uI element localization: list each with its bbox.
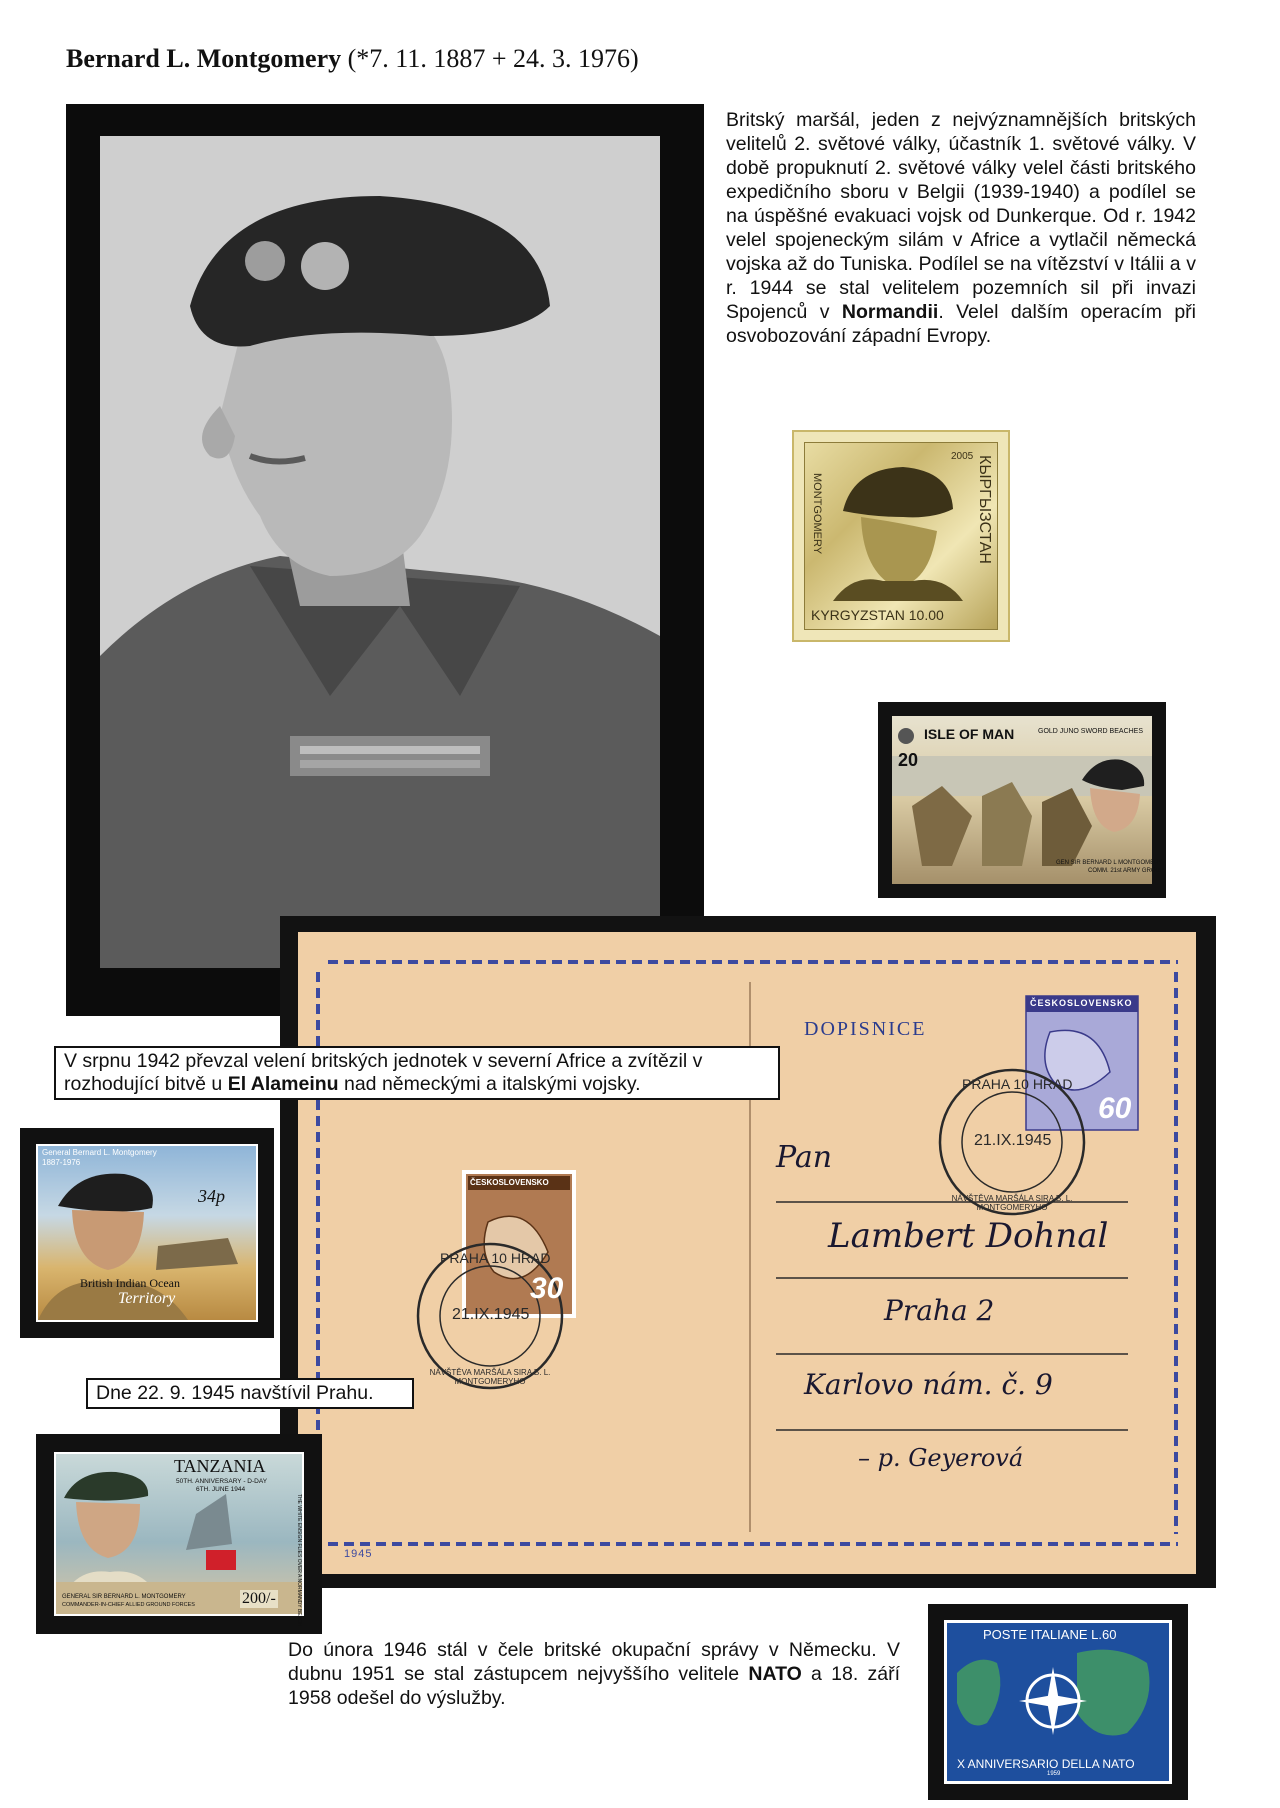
- postmark-top-2: PRAHA 10 HRAD: [440, 1250, 551, 1266]
- postmark-top-1: PRAHA 10 HRAD: [962, 1076, 1073, 1092]
- biot-country2: Territory: [118, 1290, 176, 1307]
- nato-bottom: X ANNIVERSARIO DELLA NATO: [957, 1757, 1135, 1771]
- biot-header1: General Bernard L. Montgomery: [42, 1148, 157, 1157]
- nato-top: POSTE ITALIANE L.60: [983, 1627, 1117, 1642]
- alamein-bold: El Alameinu: [227, 1073, 339, 1095]
- tanzania-country: TANZANIA: [174, 1456, 266, 1476]
- nato-frame: [928, 1604, 1188, 1800]
- isle-of-man-caption2: COMM. 21st ARMY GROUP: [1088, 868, 1164, 874]
- isle-of-man-country: ISLE OF MAN: [924, 726, 1015, 742]
- alamein-part1: V srpnu 1942 převzal velení britských jednotek v severní Africe a zvítězil v rozhodující bitvě u: [64, 1050, 703, 1095]
- kyrgyzstan-stamp-inner: [804, 442, 998, 630]
- address-street: Karlovo nám. č. 9: [804, 1368, 1053, 1401]
- tanzania-frame: [36, 1434, 322, 1634]
- adhesive-stamp-country: ČESKOSLOVENSKO: [470, 1178, 549, 1187]
- postmark-bottom-1: NÁVŠTĚVA MARŠÁLA SIRA B. L. MONTGOMERYHO: [951, 1194, 1073, 1212]
- biot-frame: [20, 1128, 274, 1338]
- address-city: Praha 2: [884, 1294, 995, 1327]
- imprinted-stamp-value: 60: [1098, 1092, 1132, 1125]
- biot-stamp: [36, 1144, 258, 1322]
- intro-part2: . Velel dalším operacím při osvobozování západní Evropy.: [726, 301, 1197, 347]
- biot-value: 34p: [198, 1186, 225, 1206]
- postmark-date-1: 21.IX.1945: [974, 1132, 1052, 1149]
- isle-of-man-frame: [878, 702, 1166, 898]
- biot-country1: British Indian Ocean: [80, 1276, 180, 1290]
- tanzania-line1: 50TH. ANNIVERSARY - D-DAY: [176, 1478, 268, 1485]
- postcard-heading: DOPISNICE: [804, 1018, 927, 1040]
- intro-text: [726, 108, 1196, 348]
- portrait-photo: [100, 136, 660, 968]
- caption-el-alamein: [54, 1046, 780, 1100]
- outro-text: [288, 1638, 900, 1710]
- address-salutation: Pan: [776, 1140, 833, 1175]
- postmark-date-2: 21.IX.1945: [452, 1306, 530, 1323]
- isle-of-man-caption1: GEN SIR BERNARD L MONTGOMERY: [1056, 860, 1163, 866]
- title-dates: (*7. 11. 1887 + 24. 3. 1976): [347, 44, 639, 73]
- tanzania-side: THE WHITE ENSIGN FLIES OVER A NORMANDY BEACH: [296, 1494, 302, 1627]
- title-name: Bernard L. Montgomery: [66, 44, 342, 73]
- adhesive-stamp-value: 30: [530, 1272, 564, 1305]
- nato-stamp: [944, 1620, 1172, 1784]
- kyrgyzstan-year: 2005: [951, 451, 974, 462]
- isle-of-man-value: 20: [898, 750, 919, 770]
- address-care-of: – p. Geyerová: [858, 1444, 1024, 1472]
- postcard: [298, 932, 1196, 1574]
- postmark-bottom-2: NÁVŠTĚVA MARŠÁLA SIRA B. L. MONTGOMERYHO: [429, 1368, 551, 1386]
- tanzania-value: 200/-: [242, 1590, 276, 1607]
- address-name: Lambert Dohnal: [828, 1216, 1109, 1256]
- kyrgyzstan-left-text: MONTGOMERY: [811, 473, 823, 555]
- kyrgyzstan-bottom-text: KYRGYZSTAN 10.00: [811, 607, 944, 623]
- nato-year: 1959: [1047, 1771, 1061, 1777]
- isle-of-man-beaches: GOLD JUNO SWORD BEACHES: [1038, 728, 1144, 735]
- outro-part2: a 18. září 1958 odešel do výslužby.: [288, 1663, 900, 1709]
- tanzania-stamp: [54, 1452, 304, 1627]
- postcard-year: 1945: [344, 1548, 373, 1560]
- page-title: [66, 44, 639, 74]
- biot-header2: 1887-1976: [42, 1158, 81, 1167]
- intro-bold: Normandii: [841, 301, 939, 323]
- intro-part1: Britský maršál, jeden z nejvýznamnějších britských velitelů 2. světové války, účastník 1. světové války. V době propuknutí 2. světové války velel části britského expedičního sboru v Belgii (1939-1940) a podílel se na úspěšné evakuaci vojsk od Dunkerque. Od r. 1942 velel spojeneckým silám v Africe a vytlačil německá vojska až do Tuniska. Podílel se na vítězství v Itálii a v r. 1944 se stal velitelem pozemních sil při invazi Spojenců v: [726, 109, 1196, 323]
- kyrgyzstan-right-text: КЫРГЫЗСТАН: [976, 455, 993, 564]
- isle-of-man-stamp: [892, 716, 1164, 884]
- outro-bold: NATO: [748, 1663, 802, 1685]
- tanzania-cap2: COMMANDER-IN-CHIEF ALLIED GROUND FORCES: [62, 1602, 195, 1608]
- caption-prague: Dne 22. 9. 1945 navštívil Prahu.: [86, 1378, 414, 1409]
- tanzania-line2: 6TH. JUNE 1944: [196, 1486, 246, 1493]
- alamein-part2: nad německými a italskými vojsky.: [338, 1073, 641, 1095]
- tanzania-cap1: GENERAL SIR BERNARD L. MONTGOMERY: [62, 1594, 186, 1600]
- imprinted-stamp-country: ČESKOSLOVENSKO: [1030, 998, 1133, 1008]
- outro-part1: Do února 1946 stál v čele britské okupační správy v Německu. V dubnu 1951 se stal zástupcem nejvyššího velitele: [288, 1639, 900, 1685]
- kyrgyzstan-portrait: [833, 461, 963, 601]
- kyrgyzstan-stamp: [792, 430, 1010, 642]
